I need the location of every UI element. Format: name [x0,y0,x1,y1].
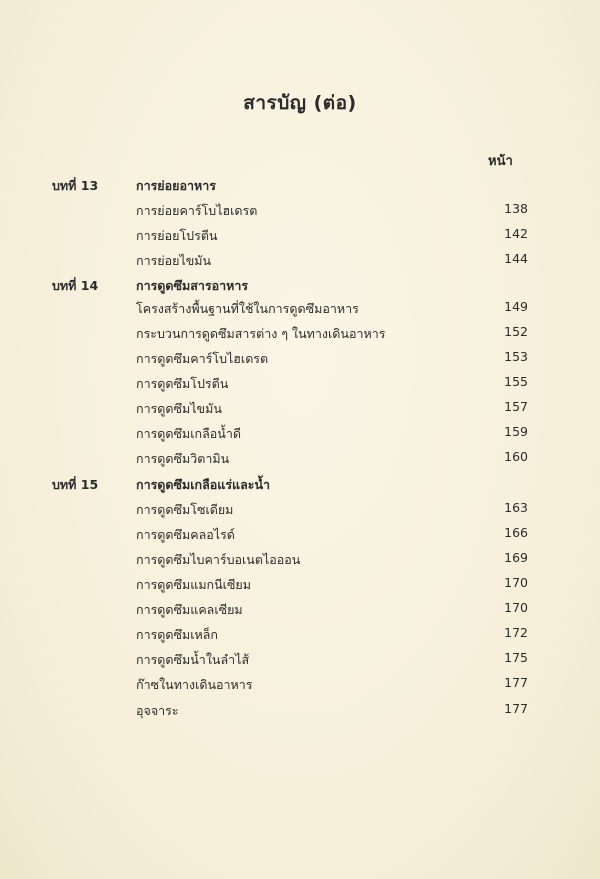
toc-entry [0,201,600,223]
chapter-title: การย่อยอาหาร [136,178,216,193]
entry-page-number: 166 [504,525,528,540]
toc-entry [0,324,600,346]
entry-title: โครงสร้างพื้นฐานที่ใช้ในการดูดซึมอาหาร [136,301,359,316]
entry-title: อุจจาระ [136,703,179,718]
entry-title: การดูดซึมเกลือน้ำดี [136,426,241,441]
chapter-number: บทที่ 13 [52,178,99,193]
entry-title: ก๊าซในทางเดินอาหาร [136,677,253,692]
entry-page-number: 177 [504,701,528,716]
entry-page-number: 157 [504,399,528,414]
entry-page-number: 138 [504,201,528,216]
toc-entry [0,299,600,321]
entry-page-number: 153 [504,349,528,364]
toc-entry [0,226,600,248]
entry-title: การดูดซึมโซเดียม [136,502,234,517]
page-title: สารบัญ (ต่อ) [243,92,357,114]
toc-entry [0,600,600,622]
toc-entry [0,349,600,371]
chapter-title: การดูดซึมเกลือแร่และน้ำ [136,477,271,492]
entry-title: การดูดซึมไบคาร์บอเนตไอออน [136,552,301,567]
entry-title: การย่อยโปรตีน [136,228,218,243]
entry-title: การดูดซึมโปรตีน [136,376,229,391]
toc-entry [0,625,600,647]
toc-entry [0,399,600,421]
entry-page-number: 160 [504,449,528,464]
entry-page-number: 170 [504,600,528,615]
toc-entry [0,650,600,672]
entry-title: การดูดซึมเหล็ก [136,627,219,642]
chapter-row [0,176,600,198]
toc-entry [0,449,600,471]
toc-entry [0,675,600,697]
toc-entry [0,424,600,446]
entry-title: การดูดซึมแมกนีเซียม [136,577,251,592]
chapter-title: การดูดซึมสารอาหาร [136,278,249,293]
entry-page-number: 159 [504,424,528,439]
entry-page-number: 175 [504,650,528,665]
entry-title: การดูดซึมไขมัน [136,401,222,416]
entry-page-number: 163 [504,500,528,515]
page-column-header: หน้า [488,154,513,169]
entry-title: กระบวนการดูดซึมสารต่าง ๆ ในทางเดินอาหาร [136,326,386,341]
entry-page-number: 152 [504,324,528,339]
chapter-number: บทที่ 15 [52,477,99,492]
toc-entry [0,525,600,547]
entry-title: การดูดซึมแคลเซียม [136,602,243,617]
entry-title: การดูดซึมคลอไรด์ [136,527,235,542]
entry-page-number: 144 [504,251,528,266]
toc-entry [0,374,600,396]
entry-page-number: 170 [504,575,528,590]
entry-page-number: 169 [504,550,528,565]
chapter-number: บทที่ 14 [52,278,99,293]
entry-page-number: 177 [504,675,528,690]
toc-entry [0,550,600,572]
entry-page-number: 155 [504,374,528,389]
toc-entry [0,500,600,522]
entry-title: การดูดซึมน้ำในลำไส้ [136,652,250,667]
chapter-row [0,475,600,497]
toc-entry [0,575,600,597]
entry-page-number: 142 [504,226,528,241]
entry-title: การย่อยคาร์โบไฮเดรต [136,203,258,218]
entry-title: การย่อยไขมัน [136,253,212,268]
entry-title: การดูดซึมวิตามิน [136,451,230,466]
toc-entry [0,701,600,723]
entry-page-number: 149 [504,299,528,314]
toc-entry [0,251,600,273]
entry-page-number: 172 [504,625,528,640]
chapter-row [0,276,600,298]
entry-title: การดูดซึมคาร์โบไฮเดรต [136,351,269,366]
